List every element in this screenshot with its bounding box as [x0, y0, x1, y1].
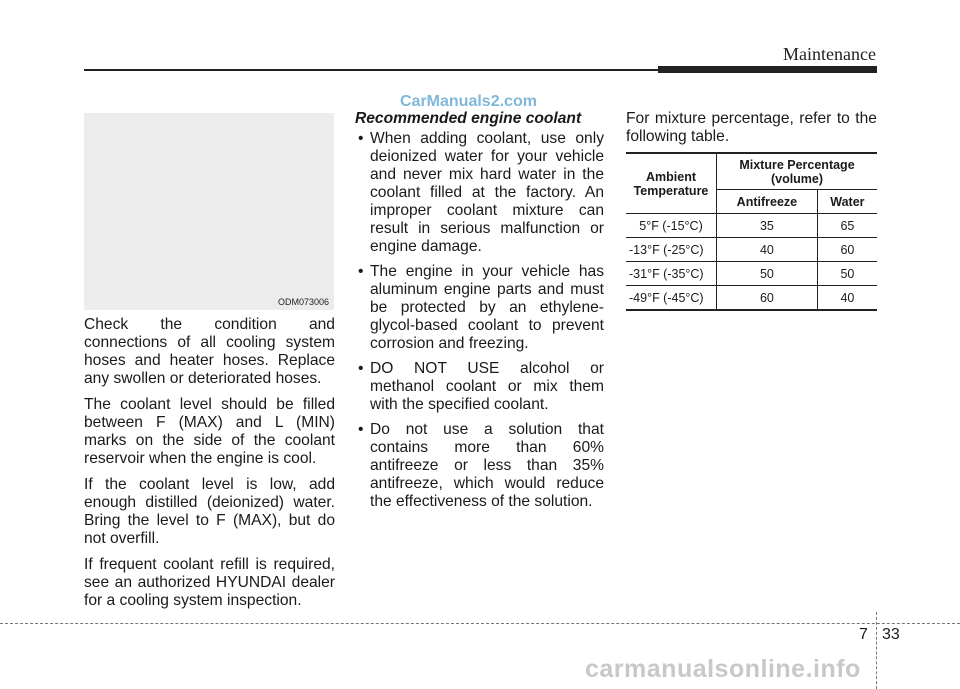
bullet-list — [355, 130, 604, 511]
section-title: Maintenance — [783, 44, 876, 64]
table-row — [626, 214, 877, 238]
table-intro: For mixture percentage, refer to the following table. — [626, 110, 877, 145]
coolant-mixture-table — [626, 152, 877, 311]
bullet-icon: • — [358, 360, 364, 377]
table-header-row — [626, 153, 877, 190]
cell-temp: 5°F (-15°C) — [626, 214, 717, 238]
cell-antifreeze: 35 — [717, 214, 818, 238]
table-row — [626, 262, 877, 286]
footer-divider — [876, 612, 877, 689]
cell-antifreeze: 40 — [717, 238, 818, 262]
coolant-photo — [84, 113, 334, 310]
list-item: • The engine in your vehicle has aluminum engine parts and must be protected by an ethylene-glycol-based coolant to prevent corrosion and freezing. — [358, 263, 604, 352]
list-item: • Do not use a solution that contains more than 60% antifreeze or less than 35% antifreeze, which would reduce the effectiveness of the solution. — [358, 421, 604, 510]
footer-rule — [0, 623, 960, 624]
paragraph: If the coolant level is low, add enough distilled (deionized) water. Bring the level to F (MAX), but do not overfill. — [84, 476, 335, 547]
watermark-bottom: carmanualsonline.info — [585, 655, 861, 683]
cell-temp: -49°F (-45°C) — [626, 286, 717, 311]
paragraph: The coolant level should be filled between F (MAX) and L (MIN) marks on the side of the coolant reservoir when the engine is cool. — [84, 396, 335, 467]
paragraph: If frequent coolant refill is required, see an authorized HYUNDAI dealer for a cooling system inspection. — [84, 556, 335, 609]
page-number: 33 — [882, 626, 900, 643]
cell-antifreeze: 60 — [717, 286, 818, 311]
bullet-icon: • — [358, 263, 364, 280]
column-1 — [84, 316, 335, 618]
header-ambient: Ambient Temperature — [626, 153, 717, 214]
column-3 — [626, 110, 877, 154]
cell-temp: -31°F (-35°C) — [626, 262, 717, 286]
cell-water: 50 — [817, 262, 877, 286]
section-heading: Recommended engine coolant — [355, 110, 582, 127]
photo-code: ODM073006 — [277, 297, 329, 307]
cell-temp: -13°F (-25°C) — [626, 238, 717, 262]
cell-antifreeze: 50 — [717, 262, 818, 286]
column-2 — [355, 110, 604, 518]
header-rule — [84, 69, 660, 71]
bullet-icon: • — [358, 421, 364, 438]
cell-water: 65 — [817, 214, 877, 238]
paragraph: Check the condition and connections of all cooling system hoses and heater hoses. Replace any swollen or deteriorated hoses. — [84, 316, 335, 387]
table-row — [626, 238, 877, 262]
header-water: Water — [817, 190, 877, 214]
cell-water: 40 — [817, 286, 877, 311]
header-antifreeze: Antifreeze — [717, 190, 818, 214]
header-rule-accent — [658, 66, 877, 73]
bullet-icon: • — [358, 130, 364, 147]
list-item: • DO NOT USE alcohol or methanol coolant or mix them with the specified coolant. — [358, 360, 604, 413]
list-item: • When adding coolant, use only deionized water for your vehicle and never mix hard water in the coolant filled at the factory. An improper coolant mixture can result in serious malfunction or engine damage. — [358, 130, 604, 255]
cell-water: 60 — [817, 238, 877, 262]
chapter-number: 7 — [859, 626, 868, 643]
header-mixture: Mixture Percentage (volume) — [717, 153, 878, 190]
table-row — [626, 286, 877, 311]
watermark-top: CarManuals2.com — [400, 93, 537, 110]
